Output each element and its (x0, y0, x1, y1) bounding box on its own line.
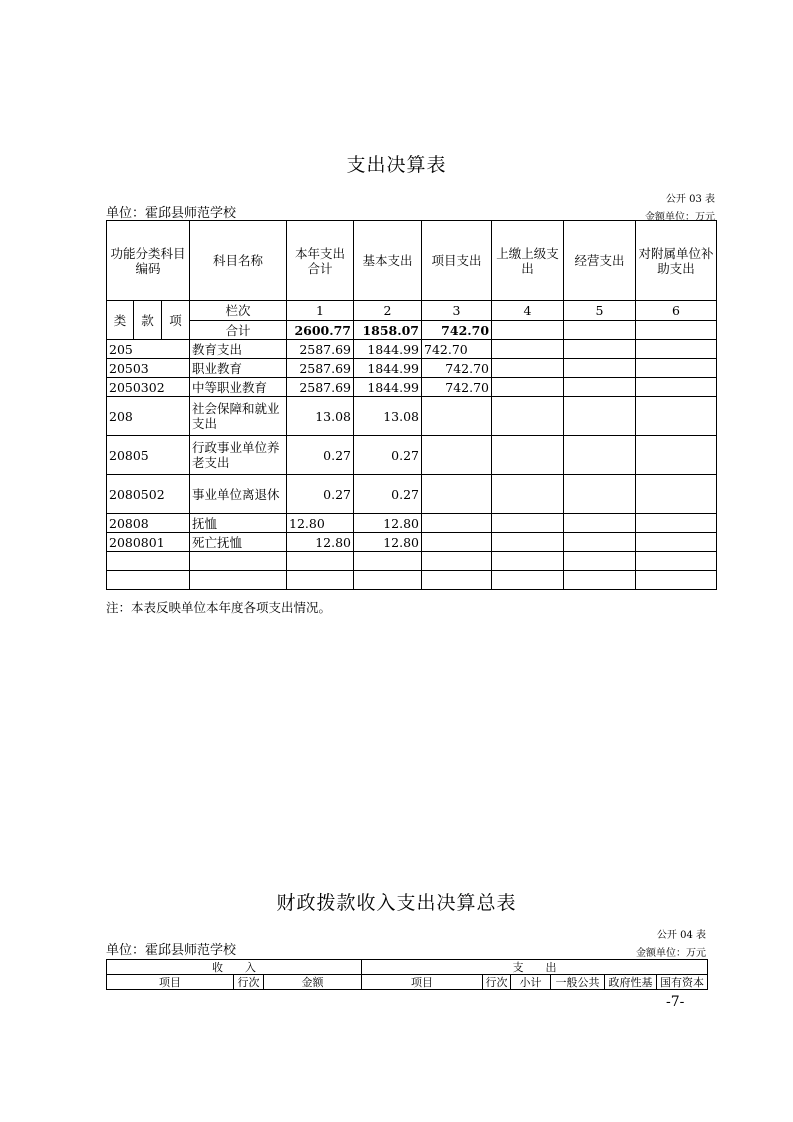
row-total: 12.80 (287, 514, 354, 533)
row-code: 20808 (107, 514, 190, 533)
row-basic: 12.80 (354, 533, 422, 552)
row-code: 20805 (107, 436, 190, 475)
row-basic: 13.08 (354, 397, 422, 436)
col-expense-item: 项目 (362, 975, 483, 990)
row-project: 742.70 (422, 340, 492, 359)
row-basic: 1844.99 (354, 378, 422, 397)
col-num: 5 (564, 301, 636, 321)
header-project: 项目支出 (422, 221, 492, 301)
table-row (107, 340, 717, 359)
row-basic: 0.27 (354, 436, 422, 475)
table1-title: 支出决算表 (346, 154, 447, 176)
row-project (422, 533, 492, 552)
table2-amount-unit: 金额单位：万元 (636, 948, 706, 959)
row-total: 2587.69 (287, 359, 354, 378)
total-amount: 2600.77 (287, 321, 354, 340)
header-upper: 上缴上级支出 (492, 221, 564, 301)
row-total: 0.27 (287, 436, 354, 475)
row-basic: 1844.99 (354, 359, 422, 378)
col-income-amount: 金额 (264, 975, 362, 990)
header-xiang: 项 (162, 301, 190, 340)
empty-row (107, 552, 717, 571)
row-basic: 0.27 (354, 475, 422, 514)
header-lei: 类 (107, 301, 134, 340)
row-project (422, 397, 492, 436)
table-row (107, 378, 717, 397)
row-project (422, 475, 492, 514)
table-row (107, 533, 717, 552)
fiscal-appropriation-table (106, 959, 708, 990)
col-num: 2 (354, 301, 422, 321)
col-num: 1 (287, 301, 354, 321)
row-total: 12.80 (287, 533, 354, 552)
row-project: 742.70 (422, 378, 492, 397)
col-num: 3 (422, 301, 492, 321)
header-subject-name: 科目名称 (190, 221, 287, 301)
header-business: 经营支出 (564, 221, 636, 301)
header-lanci: 栏次 (190, 301, 287, 321)
row-name: 死亡抚恤 (190, 533, 287, 552)
expense-header: 支 出 (362, 960, 708, 975)
col-income-item: 项目 (107, 975, 234, 990)
table2-code: 公开 04 表 (656, 930, 706, 941)
row-project (422, 514, 492, 533)
row-name: 社会保障和就业支出 (190, 397, 287, 436)
empty-row (107, 571, 717, 590)
row-basic: 12.80 (354, 514, 422, 533)
table-row (107, 475, 717, 514)
row-code: 2050302 (107, 378, 190, 397)
total-project: 742.70 (422, 321, 492, 340)
table-row (107, 436, 717, 475)
row-name: 抚恤 (190, 514, 287, 533)
row-code: 2080502 (107, 475, 190, 514)
col-num: 6 (636, 301, 717, 321)
page-number: -7- (666, 994, 685, 1010)
row-total: 13.08 (287, 397, 354, 436)
table-row (107, 397, 717, 436)
row-code: 208 (107, 397, 190, 436)
row-basic: 1844.99 (354, 340, 422, 359)
header-func-code: 功能分类科目编码 (107, 221, 190, 301)
row-name: 事业单位离退休 (190, 475, 287, 514)
expenditure-table (106, 220, 717, 590)
row-project: 742.70 (422, 359, 492, 378)
table-row (107, 514, 717, 533)
row-name: 中等职业教育 (190, 378, 287, 397)
table1-amount-unit: 金额单位：万元 (645, 212, 715, 223)
row-project (422, 436, 492, 475)
row-total: 2587.69 (287, 340, 354, 359)
col-expense-row: 行次 (483, 975, 511, 990)
row-name: 职业教育 (190, 359, 287, 378)
row-code: 20503 (107, 359, 190, 378)
col-gov-fund: 政府性基 (605, 975, 657, 990)
col-num: 4 (492, 301, 564, 321)
table1-unit: 单位：霍邱县师范学校 (106, 206, 237, 221)
table2-title: 财政拨款收入支出决算总表 (276, 892, 517, 914)
table2-unit: 单位：霍邱县师范学校 (106, 943, 237, 958)
col-general-public: 一般公共 (551, 975, 605, 990)
income-header: 收 入 (107, 960, 362, 975)
col-subtotal: 小计 (511, 975, 551, 990)
row-name: 教育支出 (190, 340, 287, 359)
row-code: 2080801 (107, 533, 190, 552)
row-name: 行政事业单位养老支出 (190, 436, 287, 475)
row-code: 205 (107, 340, 190, 359)
row-total: 2587.69 (287, 378, 354, 397)
header-basic: 基本支出 (354, 221, 422, 301)
row-total: 0.27 (287, 475, 354, 514)
table1-note: 注：本表反映单位本年度各项支出情况。 (106, 600, 332, 615)
col-state-capital: 国有资本 (657, 975, 708, 990)
header-subsidy: 对附属单位补助支出 (636, 221, 717, 301)
table-row (107, 359, 717, 378)
header-kuan: 款 (134, 301, 162, 340)
total-label: 合计 (190, 321, 287, 340)
header-total: 本年支出合计 (287, 221, 354, 301)
total-basic: 1858.07 (354, 321, 422, 340)
table1-code: 公开 03 表 (665, 194, 715, 205)
col-income-row: 行次 (234, 975, 264, 990)
